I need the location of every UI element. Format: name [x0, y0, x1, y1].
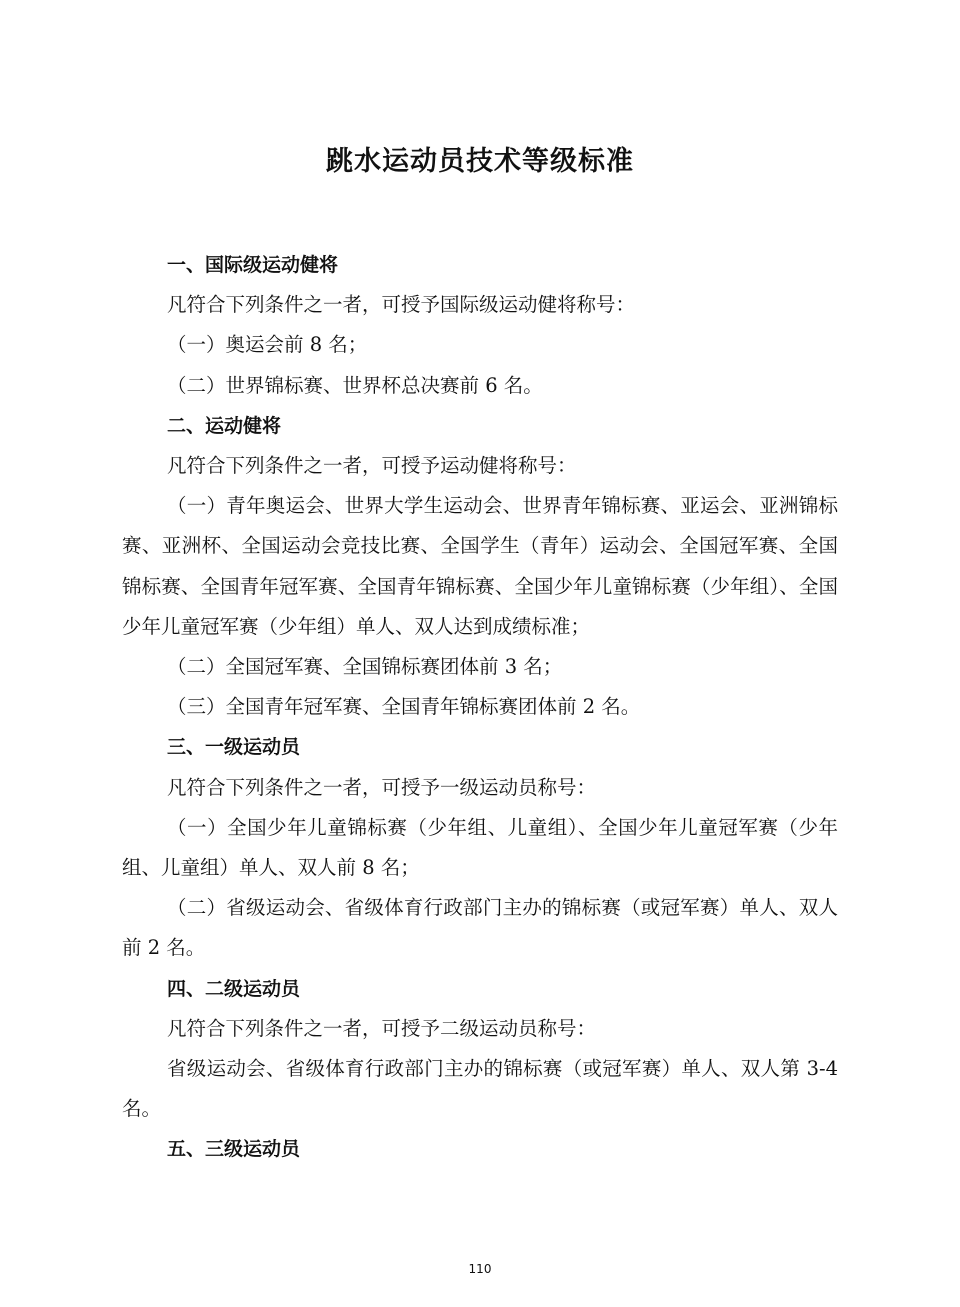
paragraph: （二）全国冠军赛、全国锦标赛团体前 3 名； — [167, 655, 563, 679]
paragraph: 省级运动会、省级体育行政部门主办的锦标赛（或冠军赛）单人、双人第 3-4 名。 — [122, 1057, 838, 1121]
paragraph: （一）青年奥运会、世界大学生运动会、世界青年锦标赛、亚运会、亚洲锦标赛、亚洲杯、全国运动会竞技比赛、全国学生（青年）运动会、全国冠军赛、全国锦标赛、全国青年冠军赛、全国青年锦标赛、全国少年儿童锦标赛（少年组）、全国少年儿童冠军赛（少年组）单人、双人达到成绩标准； — [122, 494, 838, 638]
paragraph: （一）奥运会前 8 名； — [167, 333, 368, 357]
section-international-master — [122, 245, 838, 406]
paragraph: （二）省级运动会、省级体育行政部门主办的锦标赛（或冠军赛）单人、双人前 2 名。 — [122, 896, 838, 960]
paragraph: （三）全国青年冠军赛、全国青年锦标赛团体前 2 名。 — [167, 695, 641, 719]
paragraph: （二）世界锦标赛、世界杯总决赛前 6 名。 — [167, 373, 543, 397]
section-second-class — [122, 969, 838, 1130]
section-third-class — [122, 1129, 838, 1169]
section-heading: 三、一级运动员 — [167, 736, 301, 759]
document-body — [122, 245, 838, 1170]
section-first-class — [122, 727, 838, 968]
section-master — [122, 406, 838, 728]
section-heading: 二、运动健将 — [167, 414, 282, 437]
page-number: 110 — [468, 1262, 492, 1276]
section-heading: 五、三级运动员 — [167, 1138, 301, 1161]
paragraph: 凡符合下列条件之一者，可授予国际级运动健将称号： — [167, 293, 636, 317]
paragraph: 凡符合下列条件之一者，可授予运动健将称号： — [167, 454, 577, 478]
paragraph: （一）全国少年儿童锦标赛（少年组、儿童组）、全国少年儿童冠军赛（少年组、儿童组）单人、双人前 8 名； — [122, 815, 838, 880]
section-heading: 一、国际级运动健将 — [167, 254, 339, 276]
section-heading: 四、二级运动员 — [167, 977, 301, 1000]
paragraph: 凡符合下列条件之一者，可授予二级运动员称号： — [167, 1016, 597, 1040]
paragraph: 凡符合下列条件之一者，可授予一级运动员称号： — [167, 775, 597, 799]
document-title: 跳水运动员技术等级标准 — [326, 146, 634, 177]
